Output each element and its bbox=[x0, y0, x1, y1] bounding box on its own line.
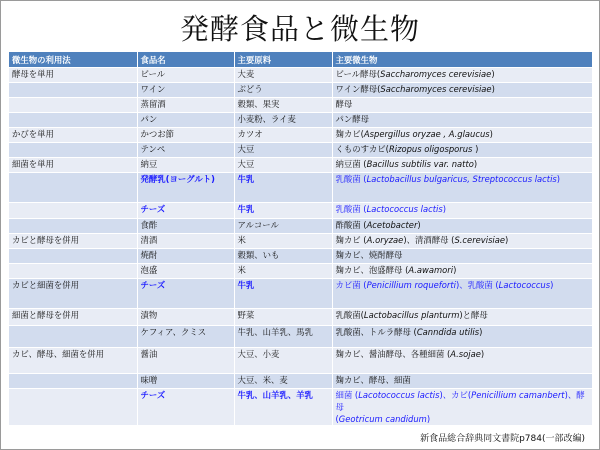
table-row bbox=[9, 173, 592, 203]
cell-food: 清酒 bbox=[137, 234, 234, 249]
cell-method: カビと酵母を併用 bbox=[9, 234, 137, 249]
cell-material: ぶどう bbox=[234, 83, 332, 98]
cell-method: 細菌と酵母を併用 bbox=[9, 309, 137, 326]
table-row bbox=[9, 158, 592, 173]
cell-method bbox=[9, 219, 137, 234]
cell-material: 牛乳 bbox=[234, 279, 332, 309]
cell-method bbox=[9, 249, 137, 264]
cell-food: ビール bbox=[137, 68, 234, 83]
header-microbe: 主要微生物 bbox=[332, 52, 592, 68]
cell-material: 牛乳、山羊乳、羊乳 bbox=[234, 389, 332, 426]
table-row bbox=[9, 249, 592, 264]
cell-food: 泡盛 bbox=[137, 264, 234, 279]
cell-food: パン bbox=[137, 113, 234, 128]
cell-microbe: 乳酸菌 (Lactococcus lactis) bbox=[332, 203, 592, 219]
cell-microbe: 乳酸菌 (Lactobacillus bulgaricus, Streptococcus lactis) bbox=[332, 173, 592, 203]
table-row bbox=[9, 98, 592, 113]
cell-material: 穀類、いも bbox=[234, 249, 332, 264]
cell-microbe: パン酵母 bbox=[332, 113, 592, 128]
citation: 新食品総合辞典同文書院p784(一部改編) bbox=[420, 434, 585, 444]
cell-material: 牛乳、山羊乳、馬乳 bbox=[234, 326, 332, 348]
cell-food: 蒸留酒 bbox=[137, 98, 234, 113]
cell-method bbox=[9, 173, 137, 203]
cell-food: かつお節 bbox=[137, 128, 234, 143]
table-row bbox=[9, 374, 592, 389]
cell-food: チーズ bbox=[137, 279, 234, 309]
cell-microbe: 麹カビ、泡盛酵母 (A.awamori) bbox=[332, 264, 592, 279]
cell-food: 醤油 bbox=[137, 348, 234, 374]
cell-food: チーズ bbox=[137, 203, 234, 219]
cell-food: ワイン bbox=[137, 83, 234, 98]
cell-material: アルコール bbox=[234, 219, 332, 234]
cell-method bbox=[9, 389, 137, 426]
cell-method: カビと細菌を併用 bbox=[9, 279, 137, 309]
cell-microbe: 麹カビ(Aspergillus oryzae , A.glaucus) bbox=[332, 128, 592, 143]
table-row bbox=[9, 203, 592, 219]
cell-method: カビ、酵母、細菌を併用 bbox=[9, 348, 137, 374]
cell-food: 味噌 bbox=[137, 374, 234, 389]
cell-method bbox=[9, 203, 137, 219]
table-row bbox=[9, 143, 592, 158]
cell-microbe: 乳酸菌、トルラ酵母 (Canndida utilis) bbox=[332, 326, 592, 348]
table-row bbox=[9, 309, 592, 326]
cell-material: 米 bbox=[234, 234, 332, 249]
cell-microbe: くものすカビ(Rizopus oligosporus ) bbox=[332, 143, 592, 158]
cell-material: 大豆 bbox=[234, 158, 332, 173]
cell-method bbox=[9, 326, 137, 348]
cell-food: テンペ bbox=[137, 143, 234, 158]
cell-microbe: 酵母 bbox=[332, 98, 592, 113]
header-material: 主要原料 bbox=[234, 52, 332, 68]
cell-food: 焼酎 bbox=[137, 249, 234, 264]
table-header-row bbox=[9, 52, 592, 68]
cell-method: 酵母を単用 bbox=[9, 68, 137, 83]
cell-method bbox=[9, 143, 137, 158]
cell-food: チーズ bbox=[137, 389, 234, 426]
table-row bbox=[9, 128, 592, 143]
cell-material: 小麦粉、ライ麦 bbox=[234, 113, 332, 128]
cell-method bbox=[9, 374, 137, 389]
cell-microbe: 細菌 (Lacotococcus lactis)、カビ(Penicillium camanbert)、酵母 (Geotricum candidum) bbox=[332, 389, 592, 426]
cell-food: 漬物 bbox=[137, 309, 234, 326]
cell-material: 米 bbox=[234, 264, 332, 279]
table-row bbox=[9, 326, 592, 348]
table-row bbox=[9, 389, 592, 426]
cell-microbe: カビ菌 (Penicillium roqueforti)、乳酸菌 (Lactococcus) bbox=[332, 279, 592, 309]
table-row bbox=[9, 83, 592, 98]
cell-microbe: 酢酸菌 (Acetobacter) bbox=[332, 219, 592, 234]
fermentation-table bbox=[9, 52, 593, 425]
cell-material: カツオ bbox=[234, 128, 332, 143]
table-row bbox=[9, 113, 592, 128]
cell-method bbox=[9, 98, 137, 113]
cell-food: ケフィア、クミス bbox=[137, 326, 234, 348]
cell-method: かびを単用 bbox=[9, 128, 137, 143]
table-row bbox=[9, 219, 592, 234]
table-row bbox=[9, 279, 592, 309]
cell-material: 牛乳 bbox=[234, 173, 332, 203]
cell-material: 大豆、米、麦 bbox=[234, 374, 332, 389]
cell-microbe: 乳酸菌(Lactobacillus planturm)と酵母 bbox=[332, 309, 592, 326]
slide-title: 発酵食品と微生物 bbox=[179, 12, 420, 46]
cell-method bbox=[9, 83, 137, 98]
cell-microbe: 麹カビ、焼酎酵母 bbox=[332, 249, 592, 264]
cell-microbe: 納豆菌 (Bacillus subtilis var. natto) bbox=[332, 158, 592, 173]
cell-method bbox=[9, 264, 137, 279]
cell-material: 穀類、果実 bbox=[234, 98, 332, 113]
cell-food: 納豆 bbox=[137, 158, 234, 173]
cell-material: 野菜 bbox=[234, 309, 332, 326]
cell-method: 細菌を単用 bbox=[9, 158, 137, 173]
cell-microbe: ビール酵母(Saccharomyces cerevisiae) bbox=[332, 68, 592, 83]
header-method: 微生物の利用法 bbox=[9, 52, 137, 68]
cell-food: 発酵乳(ヨーグルト) bbox=[137, 173, 234, 203]
table-row bbox=[9, 234, 592, 249]
cell-food: 食酢 bbox=[137, 219, 234, 234]
cell-microbe: 麹カビ、醤油酵母、各種細菌 (A.sojae) bbox=[332, 348, 592, 374]
table-row bbox=[9, 264, 592, 279]
cell-microbe: 麹カビ、酵母、細菌 bbox=[332, 374, 592, 389]
cell-microbe: 麹カビ (A.oryzae)、清酒酵母 (S.cerevisiae) bbox=[332, 234, 592, 249]
cell-method bbox=[9, 113, 137, 128]
header-food: 食品名 bbox=[137, 52, 234, 68]
cell-material: 大豆、小麦 bbox=[234, 348, 332, 374]
cell-microbe: ワイン酵母(Saccharomyces cerevisiae) bbox=[332, 83, 592, 98]
table-row bbox=[9, 348, 592, 374]
cell-material: 牛乳 bbox=[234, 203, 332, 219]
cell-material: 大豆 bbox=[234, 143, 332, 158]
table-row bbox=[9, 68, 592, 83]
cell-material: 大麦 bbox=[234, 68, 332, 83]
